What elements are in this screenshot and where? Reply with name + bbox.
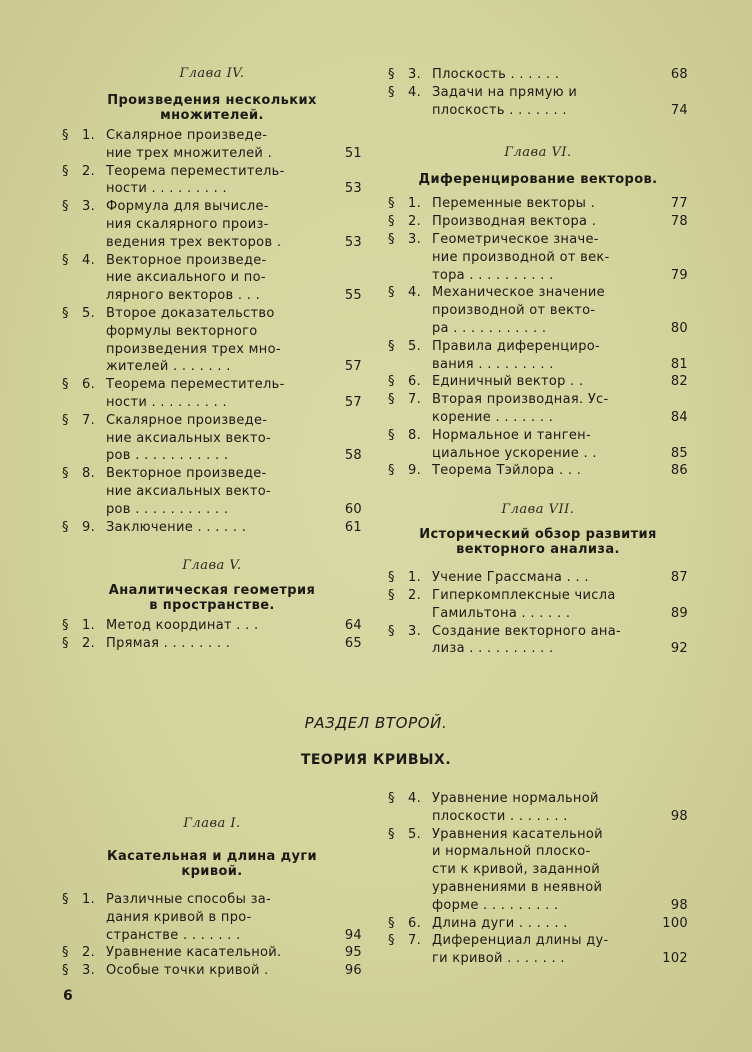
- toc-entry: [62, 198, 362, 251]
- toc-entry: [388, 623, 688, 659]
- section-number: 7.: [408, 392, 422, 408]
- section-title: [106, 962, 328, 980]
- section-number: 4.: [82, 252, 96, 268]
- section-title-line: Создание векторного ана-: [432, 623, 621, 639]
- entries-ch5b: [388, 66, 688, 119]
- section-number: 4.: [408, 285, 422, 301]
- section-title: [106, 305, 328, 376]
- section-title-line: дания кривой в про-: [106, 909, 252, 925]
- page-ref: 53: [344, 181, 362, 197]
- section-title: [432, 569, 654, 587]
- entries-ch4: [62, 127, 362, 536]
- page-ref: 98: [670, 897, 688, 913]
- section-number: 1.: [408, 196, 422, 212]
- toc-entry: [388, 213, 688, 231]
- page-ref: 61: [344, 519, 362, 535]
- section-title-line: Векторное произведе-: [106, 252, 267, 268]
- toc-entry: [388, 66, 688, 84]
- section-sign: §: [62, 945, 69, 961]
- section-sign: §: [388, 570, 395, 586]
- chapter-label: Глава VII.: [501, 502, 575, 518]
- section-title-line: ния скалярного произ-: [106, 216, 269, 232]
- page-ref: 86: [670, 463, 688, 479]
- section-title-line: Теорема переместитель-: [106, 163, 285, 179]
- section-title-line: уравнениями в неявной: [432, 879, 603, 895]
- section-sign: §: [388, 427, 395, 443]
- section-title: [106, 376, 328, 412]
- section-number: 5.: [408, 826, 422, 842]
- section-number: 5.: [82, 305, 96, 321]
- entries-ch7: [388, 569, 688, 658]
- section-title-line: Геометрическое значе-: [432, 231, 599, 247]
- page-ref: 53: [344, 234, 362, 250]
- section-title: [106, 198, 328, 251]
- section-title-line: плоскость . . . . . . .: [432, 102, 567, 118]
- section-number: 2.: [82, 163, 96, 179]
- toc-entry: [388, 932, 688, 968]
- chapter-title-line: множителей.: [160, 108, 264, 123]
- section-number: 8.: [82, 466, 96, 482]
- page-ref: 95: [344, 945, 362, 961]
- section-number: 3.: [82, 199, 96, 215]
- section-sign: §: [62, 252, 69, 268]
- toc-entry: [388, 826, 688, 915]
- page-ref: 94: [344, 927, 362, 943]
- section-title: [432, 623, 654, 659]
- section-number: 1.: [82, 618, 96, 634]
- chapter-label: Глава I.: [183, 816, 241, 831]
- section-title-line: ние аксиального и по-: [106, 270, 266, 286]
- chapter-title-line: кривой.: [181, 864, 243, 879]
- page-ref: 65: [344, 636, 362, 652]
- section-title-line: Гиперкомплексные числа: [432, 587, 616, 603]
- section-title: [432, 427, 654, 463]
- section-title-line: Теорема Тэйлора . . .: [432, 463, 582, 479]
- section-title-line: Уравнения касательной: [432, 826, 603, 842]
- section-sign: §: [62, 305, 69, 321]
- section-title-line: циальное ускорение . .: [432, 445, 597, 461]
- section-sign: §: [388, 84, 395, 100]
- section-number: 5.: [408, 338, 422, 354]
- section-sign: §: [62, 466, 69, 482]
- toc-entry: [62, 163, 362, 199]
- chapter-title-line: Произведения нескольких: [107, 93, 317, 108]
- toc-entry: [388, 338, 688, 374]
- section-number: 4.: [408, 84, 422, 100]
- section-title-line: корение . . . . . . .: [432, 409, 554, 425]
- section-title-line: Заключение . . . . . .: [106, 519, 247, 535]
- section-title-line: Длина дуги . . . . . .: [432, 915, 568, 931]
- section-title-line: лиза . . . . . . . . . .: [432, 641, 554, 657]
- section-title: [106, 519, 328, 537]
- page-ref: 64: [344, 618, 362, 634]
- chapter-title-line: Диференцирование векторов.: [418, 172, 658, 188]
- toc-entry: [62, 962, 362, 980]
- section-number: 6.: [82, 377, 96, 393]
- toc-entry: [62, 891, 362, 944]
- section-sign: §: [388, 915, 395, 931]
- toc-entry: [388, 195, 688, 213]
- page-ref: 100: [662, 915, 688, 931]
- section-number: 3.: [82, 963, 96, 979]
- section-number: 3.: [408, 231, 422, 247]
- section-title: [432, 391, 654, 427]
- section-number: 2.: [408, 587, 422, 603]
- toc-entry: [388, 84, 688, 120]
- section-title-line: Уравнение касательной.: [106, 945, 282, 961]
- section-number: 9.: [82, 519, 96, 535]
- section-sign: §: [62, 892, 69, 907]
- section-title-line: Гамильтона . . . . . .: [432, 605, 571, 621]
- section-number: 2.: [408, 214, 422, 230]
- section-title-line: Уравнение нормальной: [432, 791, 599, 806]
- section-number: 6.: [408, 374, 422, 390]
- section-number: 4.: [408, 791, 422, 806]
- section-title-line: Вторая производная. Ус-: [432, 392, 609, 408]
- section-title: [432, 373, 654, 391]
- section-title: [432, 66, 654, 84]
- toc-column-right: [388, 66, 688, 658]
- page-ref: 102: [662, 951, 688, 967]
- entries-ch5a: [62, 617, 362, 653]
- section-title: [432, 790, 654, 826]
- toc-entry: [62, 519, 362, 537]
- section-title-line: жителей . . . . . . .: [106, 359, 231, 375]
- section-title: [106, 944, 328, 962]
- section-title-line: Нормальное и танген-: [432, 427, 591, 443]
- section-sign: §: [388, 587, 395, 603]
- page-ref: 98: [670, 808, 688, 824]
- page-ref: 57: [344, 394, 362, 410]
- section-title-line: ние аксиальных векто-: [106, 430, 272, 446]
- section-title-line: ности . . . . . . . . .: [106, 394, 227, 410]
- chapter-title-line: Исторический обзор развития: [419, 527, 657, 543]
- section-title: [106, 635, 328, 653]
- page-ref: 57: [344, 359, 362, 375]
- section-title: [432, 826, 654, 915]
- section-sign: §: [388, 338, 395, 354]
- section-title-line: Единичный вектор . .: [432, 374, 584, 390]
- section-title-line: Механическое значение: [432, 285, 605, 301]
- chapter-title: [388, 527, 688, 557]
- section-sign: §: [62, 163, 69, 179]
- section-title: [106, 127, 328, 163]
- section-title: [106, 465, 328, 518]
- toc-entry: [62, 944, 362, 962]
- page-ref: 77: [670, 196, 688, 212]
- section-title-line: Диференциал длины ду-: [432, 933, 609, 949]
- section-number: 9.: [408, 463, 422, 479]
- section-number: 2.: [82, 945, 96, 961]
- toc-entry: [388, 462, 688, 480]
- section-sign: §: [388, 463, 395, 479]
- section-title: [106, 163, 328, 199]
- chapter-label: Глава V.: [182, 558, 242, 574]
- toc-entry: [388, 231, 688, 284]
- section-sign: §: [62, 519, 69, 535]
- toc-entry: [62, 465, 362, 518]
- section-title: [106, 412, 328, 465]
- section-title-line: произведения трех мно-: [106, 341, 281, 357]
- section-title-line: Различные способы за-: [106, 892, 272, 907]
- toc-entry: [62, 376, 362, 412]
- section-number: 2.: [82, 636, 96, 652]
- section-title-line: ние производной от век-: [432, 249, 610, 265]
- chapter-title: [62, 93, 362, 123]
- page-ref: 79: [670, 267, 688, 283]
- toc-entry: [388, 427, 688, 463]
- section-sign: §: [388, 214, 395, 230]
- page-ref: 92: [670, 641, 688, 657]
- section-title-line: Скалярное произведе-: [106, 412, 268, 428]
- chapter-title: [62, 583, 362, 613]
- section-title: [432, 462, 654, 480]
- page-ref: 81: [670, 356, 688, 372]
- section-title-line: форме . . . . . . . . .: [432, 897, 559, 913]
- section-number: 8.: [408, 427, 422, 443]
- section-title-line: Векторное произведе-: [106, 466, 267, 482]
- section-title-line: ра . . . . . . . . . . .: [432, 320, 547, 336]
- page-ref: 51: [344, 145, 362, 161]
- section-title-line: ров . . . . . . . . . . .: [106, 448, 229, 464]
- section-title-line: странстве . . . . . . .: [106, 927, 241, 943]
- section-title: [432, 284, 654, 337]
- section-sign: §: [388, 196, 395, 212]
- section-sign: §: [62, 377, 69, 393]
- toc-entry: [62, 635, 362, 653]
- section-title: [432, 587, 654, 623]
- section-title-line: ние трех множителей .: [106, 145, 273, 161]
- section-title-line: тора . . . . . . . . . .: [432, 267, 554, 283]
- page-ref: 96: [344, 963, 362, 979]
- page-ref: 60: [344, 501, 362, 517]
- section-title-line: Прямая . . . . . . . .: [106, 636, 231, 652]
- section-title-line: ние аксиальных векто-: [106, 483, 272, 499]
- chapter-title-line: Касательная и длина дуги: [106, 849, 318, 864]
- toc-entry: [62, 617, 362, 635]
- entries-p2ch1b: [388, 790, 688, 968]
- chapter-label: Глава IV.: [179, 66, 245, 81]
- section-title: [106, 252, 328, 305]
- section-title-line: формулы векторного: [106, 323, 258, 339]
- section-title-line: вания . . . . . . . . .: [432, 356, 554, 372]
- toc-entry: [62, 252, 362, 305]
- chapter-title-line: векторного анализа.: [456, 542, 620, 558]
- section-title-line: Скалярное произведе-: [106, 128, 268, 143]
- section-sign: §: [62, 128, 69, 143]
- section-title: [106, 617, 328, 635]
- section-sign: §: [388, 623, 395, 639]
- section-title: [432, 213, 654, 231]
- toc-entry: [388, 569, 688, 587]
- section-title-line: Производная вектора .: [432, 214, 597, 230]
- section-sign: §: [388, 826, 395, 842]
- section-title-line: Метод координат . . .: [106, 618, 259, 634]
- part-title: РАЗДЕЛ ВТОРОЙ.: [304, 714, 448, 732]
- toc-column-left-part2: [62, 816, 362, 980]
- chapter-title-line: в пространстве.: [149, 598, 275, 614]
- toc-entry: [62, 305, 362, 376]
- section-sign: §: [62, 199, 69, 215]
- section-title-line: производной от векто-: [432, 303, 596, 319]
- section-number: 1.: [82, 892, 96, 907]
- section-sign: §: [62, 412, 69, 428]
- section-number: 7.: [408, 933, 422, 949]
- section-title-line: ги кривой . . . . . . .: [432, 951, 565, 967]
- entries-p2ch1a: [62, 891, 362, 980]
- section-title: [432, 915, 654, 933]
- chapter-title-line: Аналитическая геометрия: [108, 583, 316, 599]
- section-title-line: лярного векторов . . .: [106, 288, 261, 304]
- page-ref: 68: [670, 67, 688, 82]
- toc-entry: [388, 373, 688, 391]
- section-title: [432, 195, 654, 213]
- section-sign: §: [388, 231, 395, 247]
- page-ref: 74: [670, 102, 688, 118]
- section-number: 7.: [82, 412, 96, 428]
- section-number: 1.: [82, 128, 96, 143]
- toc-entry: [388, 587, 688, 623]
- section-number: 6.: [408, 915, 422, 931]
- page-ref: 55: [344, 288, 362, 304]
- section-title-line: Правила диференциро-: [432, 338, 601, 354]
- section-title-line: плоскости . . . . . . .: [432, 808, 568, 824]
- section-title-line: ров . . . . . . . . . . .: [106, 501, 229, 517]
- page-ref: 87: [670, 570, 688, 586]
- section-title: [432, 231, 654, 284]
- section-sign: §: [388, 374, 395, 390]
- section-sign: §: [62, 963, 69, 979]
- section-title-line: Задачи на прямую и: [432, 84, 578, 100]
- section-title: [432, 338, 654, 374]
- section-title-line: Плоскость . . . . . .: [432, 67, 560, 82]
- toc-entry: [388, 790, 688, 826]
- page-ref: 78: [670, 214, 688, 230]
- section-title-line: Особые точки кривой .: [106, 963, 269, 979]
- section-title-line: Второе доказательство: [106, 305, 275, 321]
- page-ref: 85: [670, 445, 688, 461]
- section-sign: §: [388, 392, 395, 408]
- section-sign: §: [388, 67, 395, 82]
- toc-entry: [388, 391, 688, 427]
- page-ref: 82: [670, 374, 688, 390]
- entries-ch6: [388, 195, 688, 480]
- section-number: 3.: [408, 623, 422, 639]
- page-ref: 58: [344, 448, 362, 464]
- toc-entry: [388, 284, 688, 337]
- chapter-label: Глава VI.: [504, 145, 572, 161]
- section-title-line: ведения трех векторов .: [106, 234, 282, 250]
- section-title-line: Формула для вычисле-: [106, 199, 269, 215]
- page-ref: 80: [670, 320, 688, 336]
- page-number: 6: [63, 988, 73, 1004]
- page-ref: 84: [670, 409, 688, 425]
- section-sign: §: [388, 285, 395, 301]
- section-title: [432, 932, 654, 968]
- section-sign: §: [62, 618, 69, 634]
- section-title-line: Теорема переместитель-: [106, 377, 285, 393]
- section-title-line: Переменные векторы .: [432, 196, 596, 212]
- page-ref: 89: [670, 605, 688, 621]
- section-title-line: и нормальной плоско-: [432, 844, 591, 860]
- section-sign: §: [388, 791, 395, 806]
- toc-entry: [62, 127, 362, 163]
- section-number: 3.: [408, 67, 422, 82]
- section-title-line: сти к кривой, заданной: [432, 862, 601, 878]
- section-title-line: ности . . . . . . . . .: [106, 181, 227, 197]
- section-number: 1.: [408, 570, 422, 586]
- chapter-title: [388, 172, 688, 187]
- part-subtitle: ТЕОРИЯ КРИВЫХ.: [300, 752, 452, 768]
- section-title-line: Учение Грассмана . . .: [432, 570, 589, 586]
- chapter-title: [62, 849, 362, 879]
- section-title: [106, 891, 328, 944]
- section-sign: §: [62, 636, 69, 652]
- toc-column-right-part2: [388, 790, 688, 968]
- section-sign: §: [388, 933, 395, 949]
- toc-entry: [62, 412, 362, 465]
- section-title: [432, 84, 654, 120]
- toc-entry: [388, 915, 688, 933]
- toc-column-left: [62, 66, 362, 653]
